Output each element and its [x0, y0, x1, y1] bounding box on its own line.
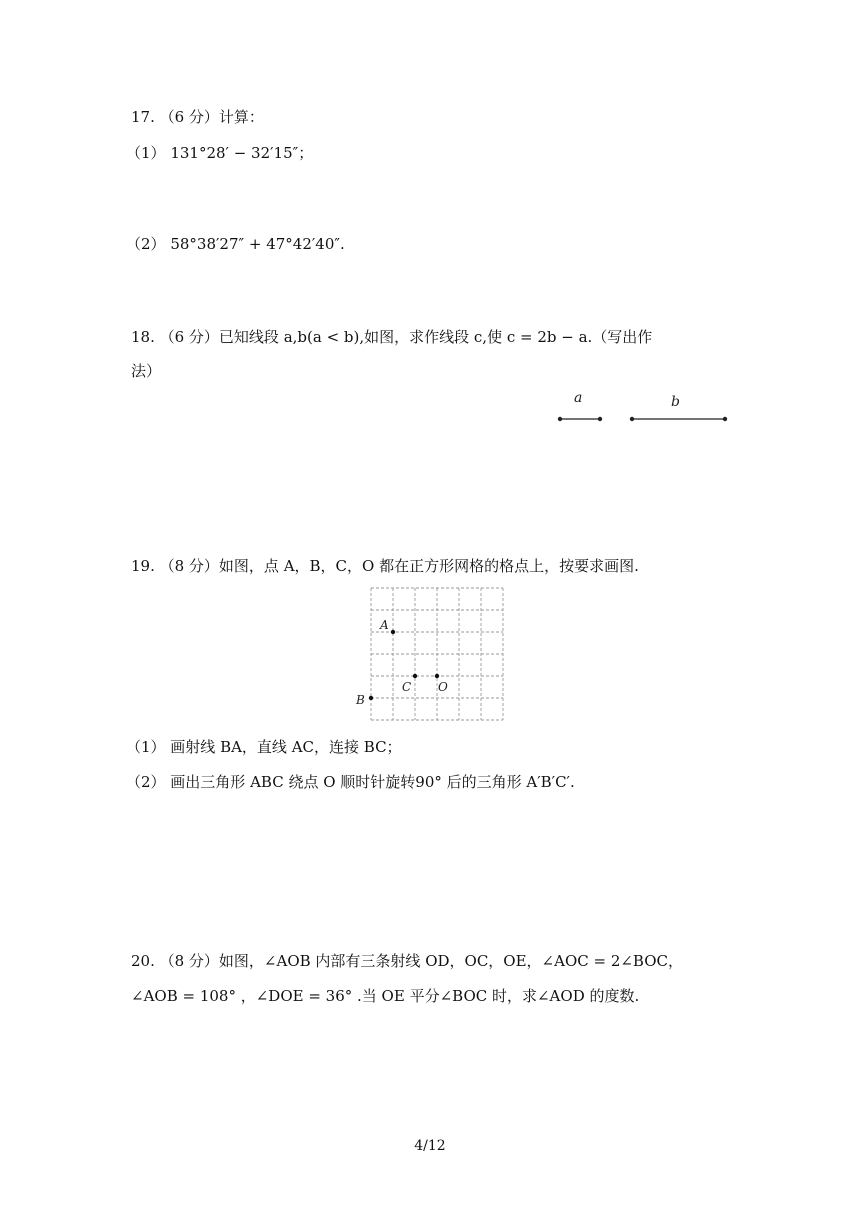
- grid-label-b: B: [356, 693, 365, 707]
- q18-text-line1: 18. （6 分）已知线段 a,b(a < b),如图，求作线段 c,使 c = 2b − a.（写出作: [131, 328, 653, 346]
- page-number: 4/12: [414, 1138, 446, 1154]
- segment-a-endpoint-left: [558, 417, 562, 421]
- q19-part2: （2） 画出三角形 ABC 绕点 O 顺时针旋转90° 后的三角形 A′B′C′.: [126, 773, 575, 791]
- q19-grid-figure: [350, 585, 510, 725]
- q17-header: 17. （6 分）计算：: [131, 108, 264, 126]
- q18-text-line2: 法）: [131, 362, 162, 380]
- q17-part1: [126, 142, 313, 163]
- q20-text-line1: 20. （8 分）如图，∠AOB 内部有三条射线 OD，OC，OE，∠AOC = 2∠BOC，: [131, 952, 684, 970]
- grid-label-a: A: [380, 618, 389, 632]
- q17-part2-label: （2）: [126, 235, 166, 253]
- segment-b-endpoint-left: [630, 417, 634, 421]
- segment-b-endpoint-right: [723, 417, 727, 421]
- q17-part2: [126, 233, 345, 254]
- segment-a-label: a: [574, 390, 583, 406]
- grid-label-c: C: [402, 680, 412, 694]
- q17-part1-expression: 131°28′ − 32′15″；: [170, 144, 314, 162]
- square-grid: [371, 588, 503, 720]
- grid-point-a: [391, 630, 395, 634]
- segment-b-label: b: [671, 394, 680, 410]
- q19-header: 19. （8 分）如图，点 A，B，C，O 都在正方形网格的格点上，按要求画图.: [131, 557, 639, 575]
- q17-part1-label: （1）: [126, 144, 166, 162]
- q20-text-line2: ∠AOB = 108° ，∠DOE = 36° .当 OE 平分∠BOC 时，求∠AOD 的度数.: [131, 987, 640, 1005]
- grid-point-o: [435, 674, 439, 678]
- grid-point-b: [369, 696, 373, 700]
- q19-part1: （1） 画射线 BA，直线 AC，连接 BC；: [126, 738, 402, 756]
- q18-segment-figure: [550, 385, 750, 435]
- q17-part2-expression: 58°38′27″ + 47°42′40″.: [170, 235, 345, 253]
- grid-point-c: [413, 674, 417, 678]
- grid-label-o: O: [438, 680, 448, 694]
- segment-a-endpoint-right: [598, 417, 602, 421]
